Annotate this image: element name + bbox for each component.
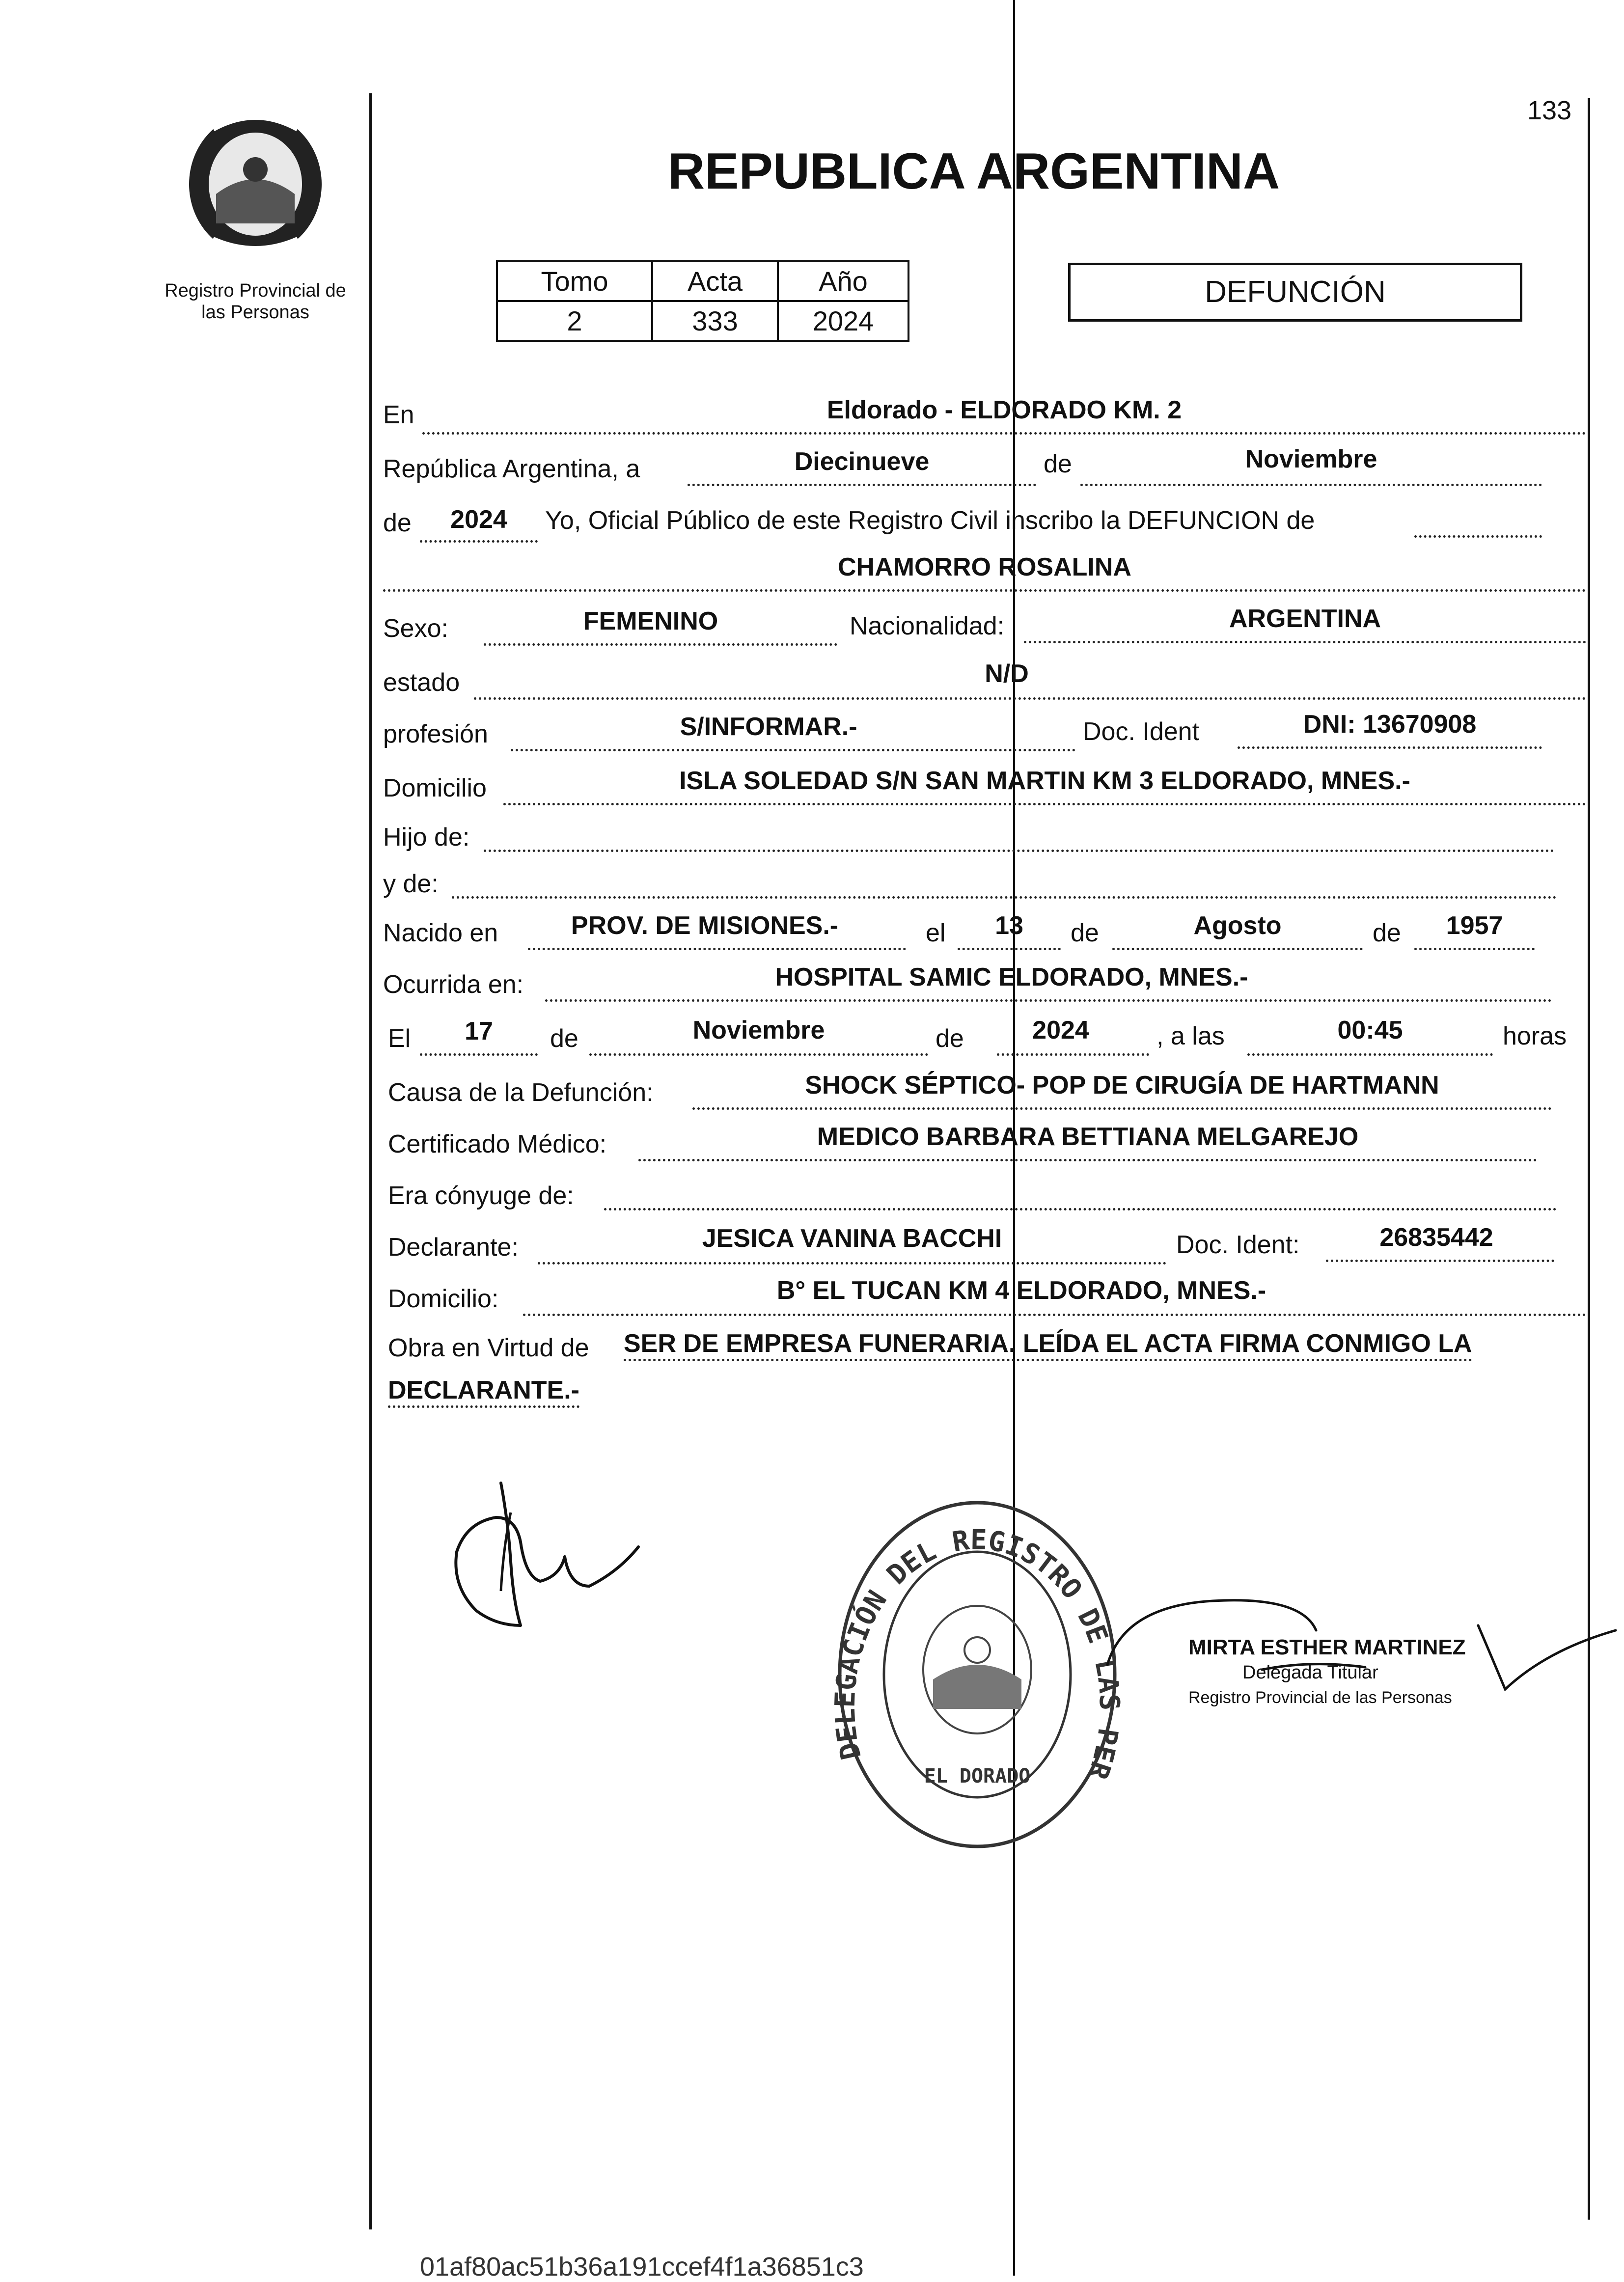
def-anio-line	[997, 1053, 1149, 1056]
declarante-value: JESICA VANINA BACCHI	[702, 1224, 1002, 1253]
ocurrida-label: Ocurrida en:	[383, 970, 524, 999]
dia-value: Diecinueve	[794, 447, 930, 476]
causa-line	[692, 1107, 1552, 1110]
obra-text-line1: SER DE EMPRESA FUNERARIA. LEÍDA EL ACTA FIRMA CONMIGO LA	[624, 1328, 1472, 1361]
domicilio-line	[503, 803, 1586, 805]
estado-line	[474, 697, 1586, 700]
declarante-doc-value: 26835442	[1379, 1223, 1493, 1252]
misiones-seal-logo	[177, 96, 334, 263]
official-role: Delegada Titular	[1242, 1662, 1378, 1683]
nac-dia-value: 13	[995, 911, 1023, 940]
el-label: el	[926, 919, 946, 947]
oficial-line	[1414, 535, 1542, 538]
nac-mes-line	[1112, 948, 1363, 950]
anio-acta-line	[420, 540, 538, 543]
nac-dia-line	[958, 948, 1061, 950]
domicilio-label: Domicilio	[383, 774, 487, 802]
doc-ident-line	[1238, 746, 1542, 749]
nombre-value: CHAMORRO ROSALINA	[838, 553, 1131, 581]
anio-value: 2024	[778, 301, 908, 341]
declarante-line	[538, 1262, 1166, 1265]
sexo-value: FEMENINO	[583, 607, 718, 635]
nacionalidad-label: Nacionalidad:	[850, 612, 1005, 640]
declarante-signature	[442, 1463, 648, 1640]
stamp-bottom-text: EL DORADO	[924, 1765, 1031, 1787]
anio-acta-value: 2024	[450, 505, 507, 534]
hora-value: 00:45	[1337, 1016, 1403, 1045]
doc-ident2-label: Doc. Ident:	[1176, 1231, 1300, 1259]
right-margin-line	[1588, 98, 1590, 2220]
profesion-value: S/INFORMAR.-	[680, 713, 857, 741]
ocurrida-line	[545, 999, 1552, 1002]
def-dia-value: 17	[465, 1017, 493, 1045]
acta-label: Acta	[652, 261, 778, 301]
hora-line	[1247, 1053, 1493, 1056]
yde-line	[452, 896, 1557, 899]
nacionalidad-value: ARGENTINA	[1229, 605, 1381, 633]
def-anio-value: 2024	[1032, 1016, 1089, 1045]
logo-caption-line2: las Personas	[201, 302, 309, 323]
official-signature-block	[1105, 1562, 1621, 1738]
el2-label: El	[388, 1024, 411, 1053]
mes-value: Noviembre	[1245, 445, 1377, 473]
de-label-3: de	[1071, 919, 1099, 947]
anio-label: Año	[778, 261, 908, 301]
conyuge-line	[604, 1208, 1557, 1210]
declarante-label: Declarante:	[388, 1233, 519, 1262]
conyuge-label: Era cónyuge de:	[388, 1182, 574, 1210]
mes-line	[1080, 484, 1542, 486]
logo-caption	[147, 280, 363, 323]
nacido-value: PROV. DE MISIONES.-	[571, 911, 839, 940]
alas-label: , a las	[1156, 1022, 1225, 1050]
cert-line	[638, 1159, 1537, 1161]
domicilio2-label: Domicilio:	[388, 1285, 499, 1313]
nacido-label: Nacido en	[383, 919, 498, 947]
nac-anio-value: 1957	[1446, 911, 1503, 940]
profesion-line	[511, 749, 1075, 751]
causa-label: Causa de la Defunción:	[388, 1078, 654, 1107]
domicilio2-value: B° EL TUCAN KM 4 ELDORADO, MNES.-	[776, 1276, 1266, 1305]
acta-value: 333	[652, 301, 778, 341]
doc-ident-label: Doc. Ident	[1083, 717, 1200, 746]
doc-type-box: DEFUNCIÓN	[1068, 263, 1522, 322]
de-label-2: de	[383, 509, 412, 537]
dia-line	[688, 484, 1036, 486]
def-dia-line	[420, 1053, 538, 1056]
lugar-value: Eldorado - ELDORADO KM. 2	[826, 396, 1182, 424]
yde-label: y de:	[383, 870, 439, 898]
obra-label: Obra en Virtud de	[388, 1334, 589, 1362]
def-mes-value: Noviembre	[692, 1016, 825, 1045]
de-label-5: de	[550, 1024, 578, 1053]
official-name: MIRTA ESTHER MARTINEZ	[1188, 1635, 1466, 1659]
domicilio2-line	[523, 1314, 1586, 1316]
en-label: En	[383, 401, 414, 429]
declarante-doc-line	[1326, 1260, 1554, 1262]
profesion-label: profesión	[383, 720, 488, 748]
estado-label: estado	[383, 668, 460, 697]
obra-text-line2: DECLARANTE.-	[388, 1375, 579, 1408]
de-label-4: de	[1373, 919, 1401, 947]
page-number: 133	[1527, 96, 1572, 125]
nac-anio-line	[1414, 948, 1535, 950]
de-label-6: de	[936, 1024, 964, 1053]
doc-ident-value: DNI: 13670908	[1303, 710, 1477, 739]
sexo-label: Sexo:	[383, 614, 448, 643]
left-margin-line	[369, 93, 372, 2229]
nacido-line	[528, 948, 906, 950]
de-label-1: de	[1044, 450, 1072, 478]
tomo-label: Tomo	[497, 261, 652, 301]
nac-mes-value: Agosto	[1193, 911, 1282, 940]
domicilio-value: ISLA SOLEDAD S/N SAN MARTIN KM 3 ELDORADO, MNES.-	[679, 767, 1410, 795]
official-org: Registro Provincial de las Personas	[1188, 1688, 1452, 1707]
hijo-line	[484, 850, 1554, 852]
oficial-text: Yo, Oficial Público de este Registro Civil inscribo la DEFUNCION de	[545, 506, 1315, 535]
logo-caption-line1: Registro Provincial de	[165, 280, 346, 301]
hijo-label: Hijo de:	[383, 823, 470, 852]
ocurrida-value: HOSPITAL SAMIC ELDORADO, MNES.-	[775, 963, 1248, 991]
def-mes-line	[589, 1053, 928, 1056]
footer-hash: 01af80ac51b36a191ccef4f1a36851c3	[420, 2252, 864, 2282]
nacionalidad-line	[1024, 641, 1586, 643]
causa-value: SHOCK SÉPTICO- POP DE CIRUGÍA DE HARTMANN	[805, 1071, 1439, 1100]
stamp-ring-text: DELEGACIÓN DEL REGISTRO DE LAS PER	[830, 1524, 1125, 1784]
en-line	[422, 432, 1586, 435]
tomo-acta-table	[496, 260, 909, 342]
cert-label: Certificado Médico:	[388, 1130, 607, 1158]
registry-stamp	[830, 1493, 1125, 1866]
estado-value: N/D	[985, 660, 1029, 688]
sexo-line	[484, 643, 837, 646]
horas-label: horas	[1503, 1022, 1567, 1050]
cert-value: MEDICO BARBARA BETTIANA MELGAREJO	[817, 1123, 1359, 1151]
page-title: REPUBLICA ARGENTINA	[668, 143, 1280, 200]
tomo-value: 2	[497, 301, 652, 341]
rep-label: República Argentina, a	[383, 455, 640, 483]
nombre-line	[383, 589, 1586, 592]
